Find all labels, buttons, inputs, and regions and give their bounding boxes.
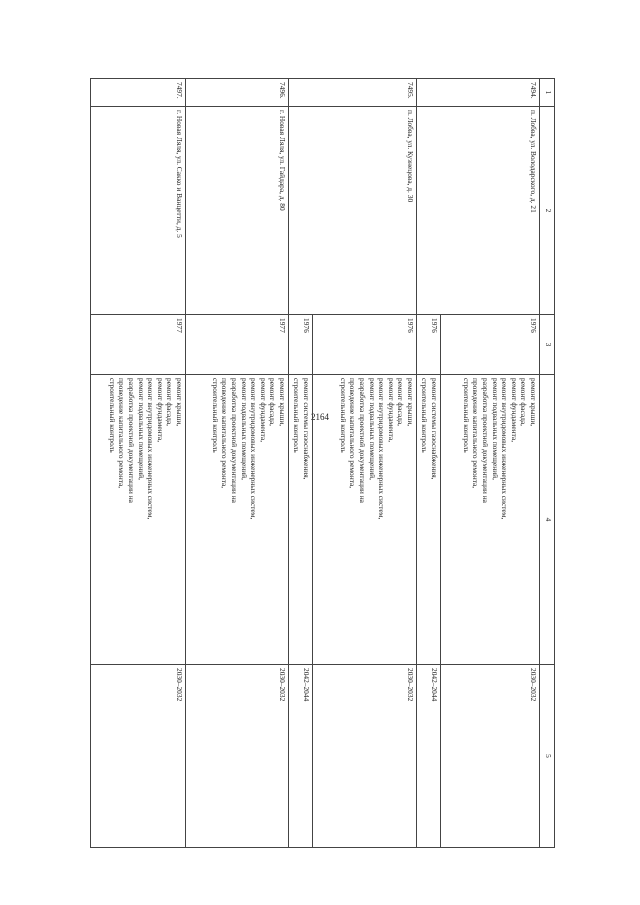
work-item: ремонт фасада, bbox=[268, 378, 278, 426]
period-cell: 2042–2044 bbox=[289, 665, 313, 848]
table-row bbox=[91, 79, 186, 848]
year-cell: 1976 bbox=[289, 315, 313, 375]
work-item: строительный контроль bbox=[210, 378, 220, 453]
column-number: 3 bbox=[540, 315, 555, 375]
year-cell: 1976 bbox=[417, 315, 441, 375]
period-cell: 2030–2032 bbox=[441, 665, 540, 848]
work-item: ремонт подвальных помещений, bbox=[136, 378, 146, 480]
work-item: ремонт крыши, bbox=[529, 378, 538, 427]
works-cell bbox=[417, 375, 441, 665]
work-item: разработка проектной документации на bbox=[127, 378, 137, 503]
year-cell: 1976 bbox=[441, 315, 540, 375]
work-item: строительный контроль bbox=[107, 378, 117, 453]
work-item: проведение капитального ремонта, bbox=[471, 378, 481, 489]
work-item: проведение капитального ремонта, bbox=[117, 378, 127, 489]
row-number: 7497. bbox=[91, 79, 186, 107]
work-item: ремонт подвальных помещений, bbox=[239, 378, 249, 480]
work-item: разработка проектной документации на bbox=[481, 378, 491, 503]
period-cell: 2030–2032 bbox=[91, 665, 186, 848]
work-item: ремонт фундамента, bbox=[155, 378, 165, 443]
address-cell: г. Новая Ляля, ул. Гайдара, д. 80 bbox=[186, 107, 289, 315]
work-item: проведение капитального ремонта, bbox=[348, 378, 358, 489]
address-cell: г. Новая Ляля, ул. Сакко и Ванцетти, д. 5 bbox=[91, 107, 186, 315]
work-item: разработка проектной документации на bbox=[230, 378, 240, 503]
work-item: строительный контроль bbox=[292, 378, 302, 453]
column-number: 1 bbox=[540, 79, 555, 107]
work-item: ремонт фасада, bbox=[165, 378, 175, 426]
work-item: ремонт крыши, bbox=[175, 378, 184, 427]
year-cell: 1977 bbox=[91, 315, 186, 375]
works-cell bbox=[313, 375, 417, 665]
work-item: проведение капитального ремонта, bbox=[220, 378, 230, 489]
work-item: разработка проектной документации на bbox=[358, 378, 368, 503]
table-row bbox=[313, 79, 417, 848]
column-number: 2 bbox=[540, 107, 555, 315]
work-item: ремонт фундамента, bbox=[509, 378, 519, 443]
table-row bbox=[441, 79, 540, 848]
work-item: ремонт подвальных помещений, bbox=[367, 378, 377, 480]
work-item: строительный контроль bbox=[461, 378, 471, 453]
column-number: 4 bbox=[540, 375, 555, 665]
work-item: ремонт внутридомовых инженерных систем, bbox=[500, 378, 510, 520]
column-number-row bbox=[540, 79, 555, 848]
works-cell bbox=[91, 375, 186, 665]
works-cell bbox=[441, 375, 540, 665]
year-cell: 1976 bbox=[313, 315, 417, 375]
work-item: ремонт подвальных помещений, bbox=[490, 378, 500, 480]
works-cell bbox=[289, 375, 313, 665]
work-item: ремонт внутридомовых инженерных систем, bbox=[249, 378, 259, 520]
period-cell: 2030–2032 bbox=[313, 665, 417, 848]
address-cell: п. Лобва, ул. Володарского, д. 21 bbox=[417, 107, 540, 315]
work-item: ремонт фасада, bbox=[396, 378, 406, 426]
address-cell: п. Лобва, ул. Кузнецова, д. 30 bbox=[289, 107, 417, 315]
work-item: ремонт внутридомовых инженерных систем, bbox=[377, 378, 387, 520]
row-number: 7495. bbox=[289, 79, 417, 107]
work-item: ремонт крыши, bbox=[278, 378, 287, 427]
page-number: 2164 bbox=[311, 412, 329, 422]
work-item: ремонт фасада, bbox=[519, 378, 529, 426]
period-cell: 2042–2044 bbox=[417, 665, 441, 848]
row-number: 7496. bbox=[186, 79, 289, 107]
row-number: 7494. bbox=[417, 79, 540, 107]
table-row bbox=[186, 79, 289, 848]
work-item: ремонт системы газоснабжения, bbox=[430, 378, 439, 480]
work-item: строительный контроль bbox=[338, 378, 348, 453]
year-cell: 1977 bbox=[186, 315, 289, 375]
works-cell bbox=[186, 375, 289, 665]
work-item: ремонт системы газоснабжения, bbox=[302, 378, 311, 480]
period-cell: 2030–2032 bbox=[186, 665, 289, 848]
work-item: ремонт внутридомовых инженерных систем, bbox=[146, 378, 156, 520]
work-item: ремонт фундамента, bbox=[258, 378, 268, 443]
work-item: ремонт фундамента, bbox=[386, 378, 396, 443]
repair-schedule-table bbox=[90, 78, 555, 848]
column-number: 5 bbox=[540, 665, 555, 848]
rotated-table-container bbox=[88, 78, 555, 847]
work-item: ремонт крыши, bbox=[406, 378, 415, 427]
work-item: строительный контроль bbox=[420, 378, 430, 453]
